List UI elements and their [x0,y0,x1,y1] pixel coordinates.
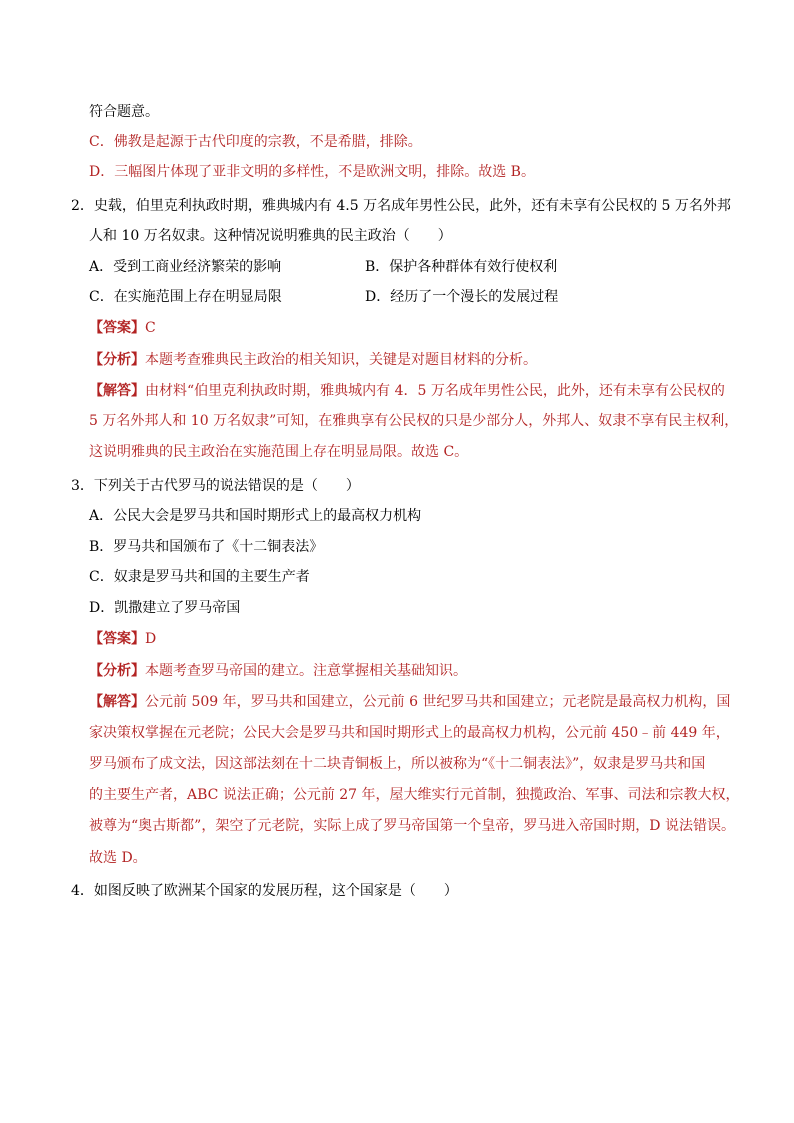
q3-solution-line-3: 罗马颁布了成文法，因这部法刻在十二块青铜板上，所以被称为“《十二铜表法》”，奴隶是罗马共和国 [89,756,706,772]
q2-stem-line-1: 2．史载，伯里克利执政时期，雅典城内有 4.5 万名成年男性公民，此外，还有未享有公民权的 5 万名外邦 [71,198,731,214]
analysis-tag: 【分析】 [89,352,145,368]
q2-analysis [89,350,537,370]
solution-tag: 【解答】 [89,694,145,710]
q3-option-b: B．罗马共和国颁布了《十二铜表法》 [89,539,324,555]
answer-value: D [145,631,157,647]
solution-text: 由材料“伯里克利执政时期，雅典城内有 4．5 万名成年男性公民，此外，还有未享有公民权的 [145,383,725,399]
answer-tag: 【答案】 [89,631,145,647]
analysis-text: 本题考查罗马帝国的建立。注意掌握相关基础知识。 [145,663,467,679]
q3-option-d: D．凯撒建立了罗马帝国 [89,600,241,616]
q3-solution-line-2: 家决策权掌握在元老院；公民大会是罗马共和国时期形式上的最高权力机构，公元前 450﹣前 449 年， [89,725,730,741]
q3-solution-line-4: 的主要生产者，ABC 说法正确；公元前 27 年，屋大维实行元首制，独揽政治、军事、司法和宗教大权， [89,787,740,803]
answer-tag: 【答案】 [89,320,145,336]
q2-stem-line-2: 人和 10 万名奴隶。这种情况说明雅典的民主政治（ ） [89,228,452,244]
q3-solution-line-1 [89,692,730,712]
q3-solution-line-5: 被尊为“奥古斯都”，架空了元老院，实际上成了罗马帝国第一个皇帝，罗马进入帝国时期，D 说法错误。 [89,818,735,834]
analysis-text: 本题考查雅典民主政治的相关知识，关键是对题目材料的分析。 [145,352,537,368]
q1-tail-text: 符合题意。 [89,104,159,120]
q2-solution-line-3: 这说明雅典的民主政治在实施范围上存在明显局限。故选 C。 [89,444,469,460]
q2-option-d: D．经历了一个漫长的发展过程 [365,289,559,305]
q1-option-d-explanation: D．三幅图片体现了亚非文明的多样性，不是欧洲文明，排除。故选 B。 [89,164,535,180]
q3-option-a: A．公民大会是罗马共和国时期形式上的最高权力机构 [89,508,422,524]
q3-solution-line-6: 故选 D。 [89,850,147,866]
solution-text: 公元前 509 年，罗马共和国建立，公元前 6 世纪罗马共和国建立；元老院是最高权力机构，国 [145,694,731,710]
solution-tag: 【解答】 [89,383,145,399]
q3-analysis [89,661,467,681]
q4-stem: 4．如图反映了欧洲某个国家的发展历程，这个国家是（ ） [71,883,458,899]
q3-answer [89,629,156,649]
q2-solution-line-2: 5 万名外邦人和 10 万名奴隶”可知，在雅典享有公民权的只是少部分人，外邦人、奴隶不享有民主权利， [89,413,739,429]
q2-option-c: C．在实施范围上存在明显局限 [89,289,282,305]
q2-option-a: A．受到工商业经济繁荣的影响 [89,259,282,275]
q3-option-c: C．奴隶是罗马共和国的主要生产者 [89,569,310,585]
q2-option-b: B．保护各种群体有效行使权利 [365,259,558,275]
q1-option-c-explanation: C．佛教是起源于古代印度的宗教，不是希腊，排除。 [89,134,422,150]
q3-stem: 3．下列关于古代罗马的说法错误的是（ ） [71,478,360,494]
analysis-tag: 【分析】 [89,663,145,679]
q2-answer [89,318,156,338]
q2-solution-line-1 [89,381,725,401]
answer-value: C [145,320,156,336]
